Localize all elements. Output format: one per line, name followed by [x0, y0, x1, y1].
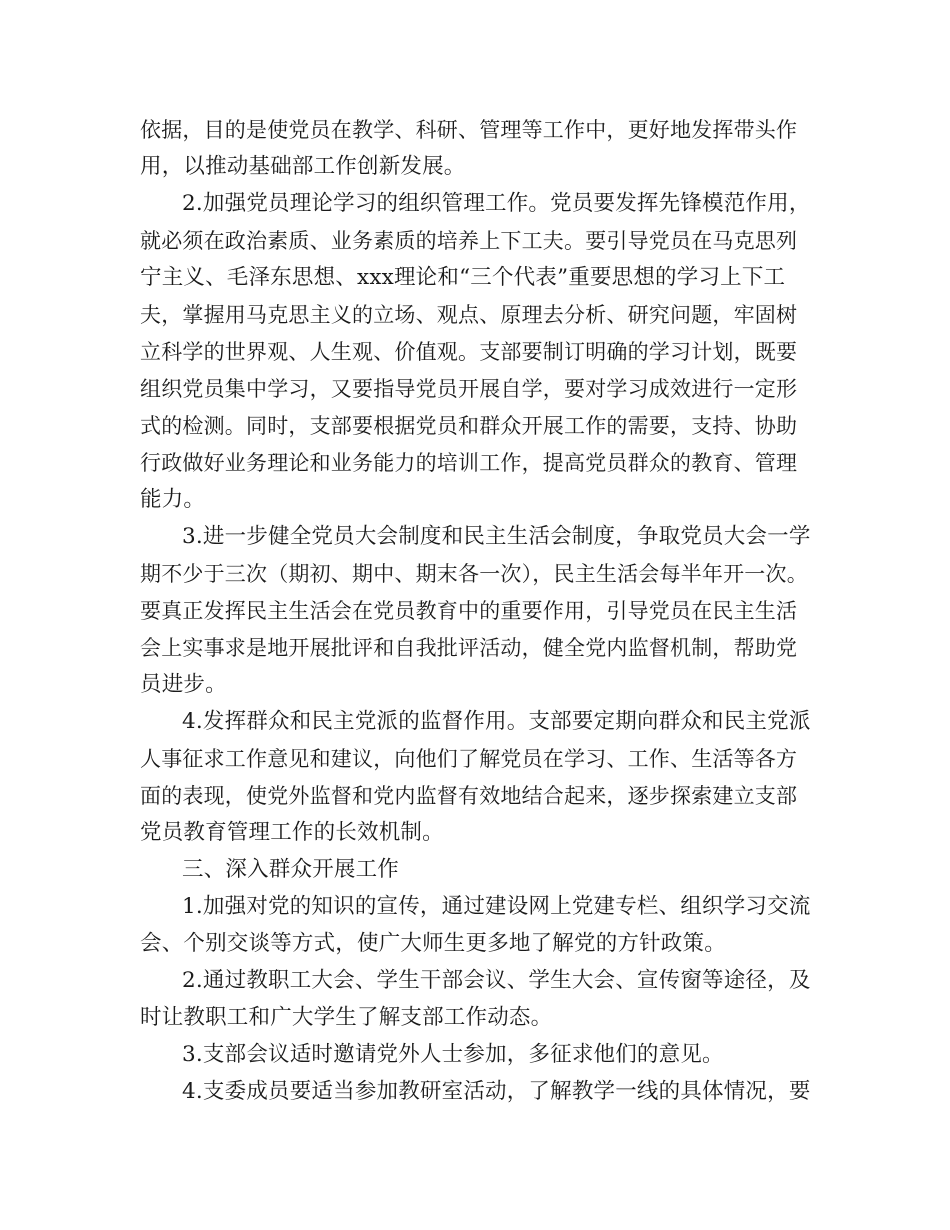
list-item-1: 1.加强对党的知识的宣传，通过建设网上党建专栏、组织学习交流	[182, 894, 811, 919]
text-line: 组织党员集中学习，又要指导党员开展自学，要对学习成效进行一定形	[140, 377, 798, 401]
text-line: 会、个别交谈等方式，使广大师生更多地了解党的方针政策。	[140, 931, 726, 956]
paragraph-heading-4: 4.发挥群众和民主党派的监督作用。支部要定期向群众和民主党派	[182, 709, 811, 734]
text-line: 时让教职工和广大学生了解支部工作动态。	[140, 1005, 553, 1030]
text-line: 依据，目的是使党员在教学、科研、管理等工作中，更好地发挥带头作	[140, 118, 798, 142]
text-line: 党员教育管理工作的长效机制。	[140, 820, 444, 845]
section-heading: 三、深入群众开展工作	[182, 857, 400, 882]
text-line: 人事征求工作意见和建议，向他们了解党员在学习、工作、生活等各方	[140, 747, 798, 771]
text-line: 宁主义、毛泽东思想、xxx理论和“三个代表”重要思想的学习上下工	[140, 265, 786, 290]
text-line: 用，以推动基础部工作创新发展。	[140, 154, 466, 179]
paragraph-heading-2: 2.加强党员理论学习的组织管理工作。党员要发挥先锋模范作用，	[182, 191, 811, 216]
text-line: 能力。	[140, 487, 206, 512]
list-item-3: 3.支部会议适时邀请党外人士参加，多征求他们的意见。	[182, 1042, 724, 1067]
text-line: 会上实事求是地开展批评和自我批评活动，健全党内监督机制，帮助党	[140, 636, 798, 660]
list-item-4: 4.支委成员要适当参加教研室活动，了解教学一线的具体情况，要	[182, 1079, 811, 1104]
text-line: 行政做好业务理论和业务能力的培训工作，提高党员群众的教育、管理	[140, 451, 798, 475]
list-item-2: 2.通过教职工大会、学生干部会议、学生大会、宣传窗等途径，及	[182, 968, 811, 993]
text-line: 面的表现，使党外监督和党内监督有效地结合起来，逐步探索建立支部	[140, 784, 798, 808]
text-line: 就必须在政治素质、业务素质的培养上下工夫。要引导党员在马克思列	[140, 229, 798, 253]
text-line: 式的检测。同时，支部要根据党员和群众开展工作的需要，支持、协助	[140, 414, 798, 438]
text-line: 期不少于三次（期初、期中、期末各一次），民主生活会每半年开一次。	[140, 562, 808, 586]
text-line: 员进步。	[140, 672, 227, 697]
paragraph-heading-3: 3.进一步健全党员大会制度和民主生活会制度，争取党员大会一学	[182, 524, 811, 549]
text-line: 立科学的世界观、人生观、价值观。支部要制订明确的学习计划，既要	[140, 340, 798, 364]
text-line: 夫，掌握用马克思主义的立场、观点、原理去分析、研究问题，牢固树	[140, 303, 798, 327]
text-line: 要真正发挥民主生活会在党员教育中的重要作用，引导党员在民主生活	[140, 599, 798, 623]
